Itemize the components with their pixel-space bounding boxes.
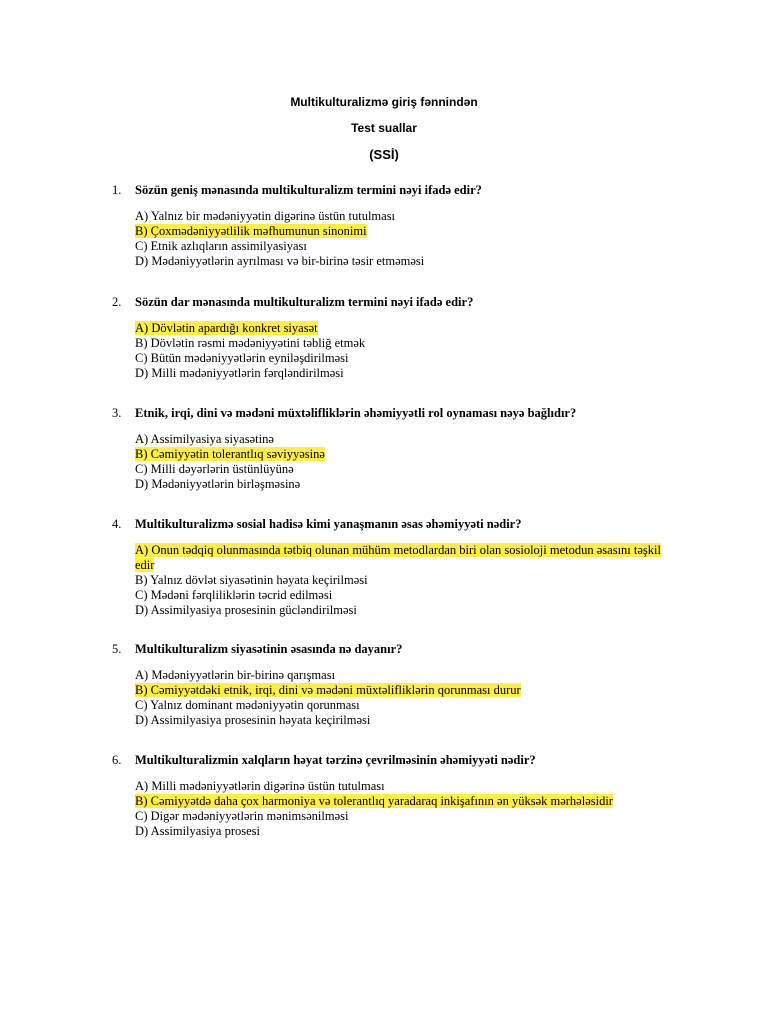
option-c: C) Yalnız dominant mədəniyyətin qorunması	[135, 698, 360, 712]
question-text: Etnik, irqi, dini və mədəni müxtəlifliklərin əhəmiyyətli rol oynaması nəyə bağlıdır?	[135, 406, 577, 420]
document-subtitle: Test suallar	[351, 121, 417, 135]
option-b-correct: B) Cəmiyyətin tolerantlıq səviyyəsinə	[135, 447, 325, 461]
question-heading	[112, 405, 692, 421]
option-a-correct: A) Onun tədqiq olunmasında tətbiq olunan mühüm metodlardan biri olan sosioloji metodun əsasını təşkil edir	[135, 543, 661, 572]
option-c: C) Digər mədəniyyətlərin mənimsənilməsi	[135, 809, 349, 823]
option-b-correct: B) Cəmiyyətdə daha çox harmoniya və tolerantlıq yaradaraq inkişafının ən yüksək mərhələsidir	[135, 794, 613, 808]
question-number: 1.	[112, 183, 122, 197]
option-d: D) Assimilyasiya prosesinin həyata keçirilməsi	[135, 713, 371, 727]
answer-options	[112, 432, 692, 492]
answer-options	[112, 321, 692, 381]
option-c: C) Milli dəyərlərin üstünlüyünə	[135, 462, 294, 476]
option-b: B) Yalnız dövlət siyasətinin həyata keçirilməsi	[135, 573, 368, 587]
question-text: Sözün dar mənasında multikulturalizm termini nəyi ifadə edir?	[135, 295, 474, 309]
option-b-correct: B) Çoxmədəniyyətlilik məfhumunun sinonimi	[135, 224, 367, 238]
question-number: 5.	[112, 642, 122, 656]
option-a: A) Milli mədəniyyətlərin digərinə üstün tutulması	[135, 779, 385, 793]
option-a-correct: A) Dövlətin apardığı konkret siyasət	[135, 321, 318, 335]
question-text: Multikulturalizm siyasətinin əsasında nə dayanır?	[135, 642, 403, 656]
option-c: C) Etnik azlıqların assimilyasiyası	[135, 239, 307, 253]
question-heading	[112, 516, 692, 532]
question-heading	[112, 641, 692, 657]
answer-options	[112, 543, 692, 618]
question-heading	[112, 182, 692, 198]
answer-options	[112, 779, 692, 839]
option-a: A) Yalnız bir mədəniyyətin digərinə üstün tutulması	[135, 209, 396, 223]
option-a: A) Mədəniyyətlərin bir-birinə qarışması	[135, 668, 336, 682]
option-c: C) Mədəni fərqliliklərin təcrid edilməsi	[135, 588, 333, 602]
question-text: Multikulturalizmin xalqların həyat tərzinə çevrilməsinin əhəmiyyəti nədir?	[135, 753, 536, 767]
document-code: (SSİ)	[369, 147, 399, 162]
question-3	[112, 405, 692, 492]
question-heading	[112, 752, 692, 768]
question-text: Multikulturalizmə sosial hadisə kimi yanaşmanın əsas əhəmiyyəti nədir?	[135, 517, 522, 531]
question-6	[112, 752, 692, 839]
option-b-correct: B) Cəmiyyətdəki etnik, irqi, dini və mədəni müxtəlifliklərin qorunması durur	[135, 683, 521, 697]
question-4	[112, 516, 692, 618]
question-number: 2.	[112, 295, 122, 309]
option-a: A) Assimilyasiya siyasətinə	[135, 432, 274, 446]
question-5	[112, 641, 692, 728]
option-c: C) Bütün mədəniyyətlərin eyniləşdirilməsi	[135, 351, 349, 365]
question-number: 6.	[112, 753, 122, 767]
answer-options	[112, 668, 692, 728]
question-2	[112, 294, 692, 381]
question-number: 3.	[112, 406, 122, 420]
option-d: D) Assimilyasiya prosesi	[135, 824, 260, 838]
option-d: D) Milli mədəniyyətlərin fərqləndirilməsi	[135, 366, 344, 380]
option-d: D) Mədəniyyətlərin ayrılması və bir-birinə təsir etməməsi	[135, 254, 425, 268]
question-text: Sözün geniş mənasında multikulturalizm termini nəyi ifadə edir?	[135, 183, 482, 197]
question-1	[112, 182, 692, 269]
question-heading	[112, 294, 692, 310]
option-b: B) Dövlətin rəsmi mədəniyyətini təbliğ etmək	[135, 336, 366, 350]
question-number: 4.	[112, 517, 122, 531]
option-d: D) Mədəniyyətlərin birləşməsinə	[135, 477, 301, 491]
document-title: Multikulturalizmə giriş fənnindən	[290, 95, 478, 109]
answer-options	[112, 209, 692, 269]
option-d: D) Assimilyasiya prosesinin gücləndirilməsi	[135, 603, 357, 617]
